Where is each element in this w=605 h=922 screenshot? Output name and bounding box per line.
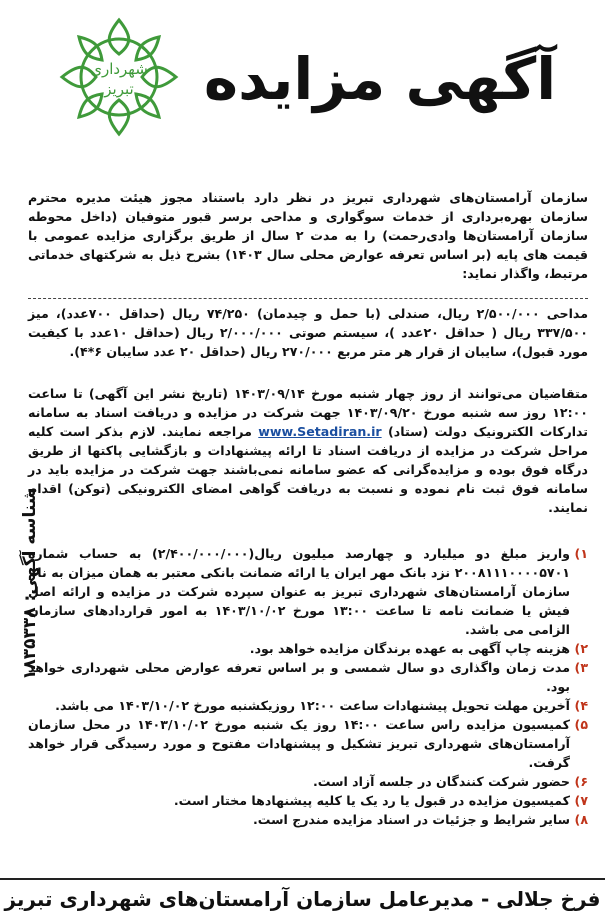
list-item [28, 791, 588, 810]
condition-number: ۶) [574, 774, 588, 789]
condition-text: واریز مبلغ دو میلیارد و چهارصد میلیون ریال(۲/۴۰۰/۰۰۰/۰۰۰) به حساب شماره ۲۰۰۸۱۱۱۰۰۰۰۵۷۰۱ نزد بانک مهر ایران یا ارائه ضمانت بانکی معتبر به همان میزان به نام سازمان آرامستان‌های شهرداری تبریز به عنوان سپرده شرکت در مزایده و ارائه اصل فیش یا ضمانت نامه تا ساعت ۱۳:۰۰ مورخ ۱۴۰۳/۱۰/۰۲ به امور قراردادهای سازمان الزامی می باشد. [28, 546, 570, 637]
section-divider [28, 298, 588, 299]
ad-id-vertical: شناسه آگهی: ۱۸۳۵۳۳۸ [20, 487, 40, 680]
list-item [28, 772, 588, 791]
setadiran-link[interactable]: www.Setadiran.ir [258, 424, 382, 439]
municipality-logo [56, 14, 182, 140]
condition-text: حضور شرکت کنندگان در جلسه آزاد است. [312, 774, 570, 789]
list-item [28, 639, 588, 658]
condition-text: کمیسیون مزایده در قبول یا رد یک یا کلیه پیشنهادها مختار است. [173, 793, 570, 808]
applicants-text-before-link: متقاضیان می‌توانند از روز چهار شنبه مورخ ۱۴۰۳/۰۹/۱۴ (تاریخ نشر این آگهی) تا ساعت ۱۲:۰۰ روز سه شنبه مورخ ۱۴۰۳/۰۹/۲۰ جهت شرکت در مزایده و دریافت اسناد به سامانه تدارکات الکترونیک دولت (ستاد) [28, 386, 589, 439]
condition-number: ۲) [574, 641, 588, 656]
list-item [28, 658, 588, 696]
condition-number: ۷) [574, 793, 588, 808]
signature-footer: فرخ جلالی - مدیرعامل سازمان آرامستان‌های شهرداری تبریز [4, 887, 601, 911]
list-item [28, 696, 588, 715]
condition-text: آخرین مهلت تحویل پیشنهادات ساعت ۱۲:۰۰ روزیکشنبه مورخ ۱۴۰۳/۱۰/۰۲ می باشد. [55, 698, 570, 713]
page-title: آگهی مزایده [203, 45, 557, 113]
condition-number: ۱) [574, 546, 588, 561]
applicants-paragraph [28, 384, 588, 517]
list-item [28, 810, 588, 829]
condition-number: ۸) [574, 812, 588, 827]
condition-number: ۴) [574, 698, 588, 713]
condition-text: سایر شرایط و جزئیات در اسناد مزایده مندرج است. [253, 812, 570, 827]
condition-text: هزینه چاپ آگهی به عهده برندگان مزایده خواهد بود. [249, 641, 570, 656]
condition-number: ۳) [574, 660, 588, 675]
logo-line2: تبریز [104, 80, 134, 98]
prices-paragraph: مداحی ۲/۵۰۰/۰۰۰ ریال، صندلی (با حمل و چیدمان) ۷۴/۲۵۰ ریال (حداقل ۷۰۰عدد)، میز ۳۳۷/۵۰۰ ریال ( حداقل ۲۰عدد )، سیستم صوتی ۲/۰۰۰/۰۰۰ ریال (حداقل ۱۰عدد با کیفیت مورد قبول)، سایبان از قرار هر متر مربع ۲۷۰/۰۰۰ ریال (حداقل ۲۰ عدد سایبان ۶*۴). [28, 306, 588, 359]
applicants-text-after-link: مراجعه نمایند. لازم بذکر است کلیه مراحل شرکت در مزایده از دریافت اسناد تا ارائه پیشنهادات و بازگشایی پاکتها از طریق درگاه فوق بوده و مزایده‌گرانی که عضو سامانه نمی‌باشند جهت شرکت در مزایده باید در سامانه فوق ثبت نام نموده و نسبت به دریافت گواهی امضای الکترونیکی (توکن) اقدام نمایند. [28, 424, 588, 515]
list-item [28, 715, 588, 772]
conditions-list [28, 544, 588, 829]
flower-emblem-icon [56, 14, 182, 140]
intro-paragraph: سازمان آرامستان‌های شهرداری تبریز در نظر دارد باستناد مجوز هیئت مدیره محترم سازمان بهره‌برداری از خدمات سوگواری و مداحی برسر قبور متوفیان (داخل محوطه سازمان آرامستان‌ها وادی‌رحمت) را به مدت ۲ سال از طریق برگزاری مزایده عمومی با قیمت های پایه (بر اساس تعرفه عوارض محلی سال ۱۴۰۳) بشرح ذیل به شرکتهای خدماتی مرتبط، واگذار نماید: [28, 190, 589, 281]
condition-text: مدت زمان واگذاری دو سال شمسی و بر اساس تعرفه عوارض محلی شهرداری خواهد بود. [28, 660, 570, 694]
condition-text: کمیسیون مزایده راس ساعت ۱۴:۰۰ روز یک شنبه مورخ ۱۴۰۳/۱۰/۰۲ در محل سازمان آرامستان‌های شهرداری تبریز تشکیل و پیشنهادات مفتوح و مورد رسیدگی قرار خواهد گرفت. [28, 717, 570, 770]
condition-number: ۵) [574, 717, 588, 732]
logo-line1: شهرداری [90, 60, 148, 78]
list-item [28, 544, 588, 639]
